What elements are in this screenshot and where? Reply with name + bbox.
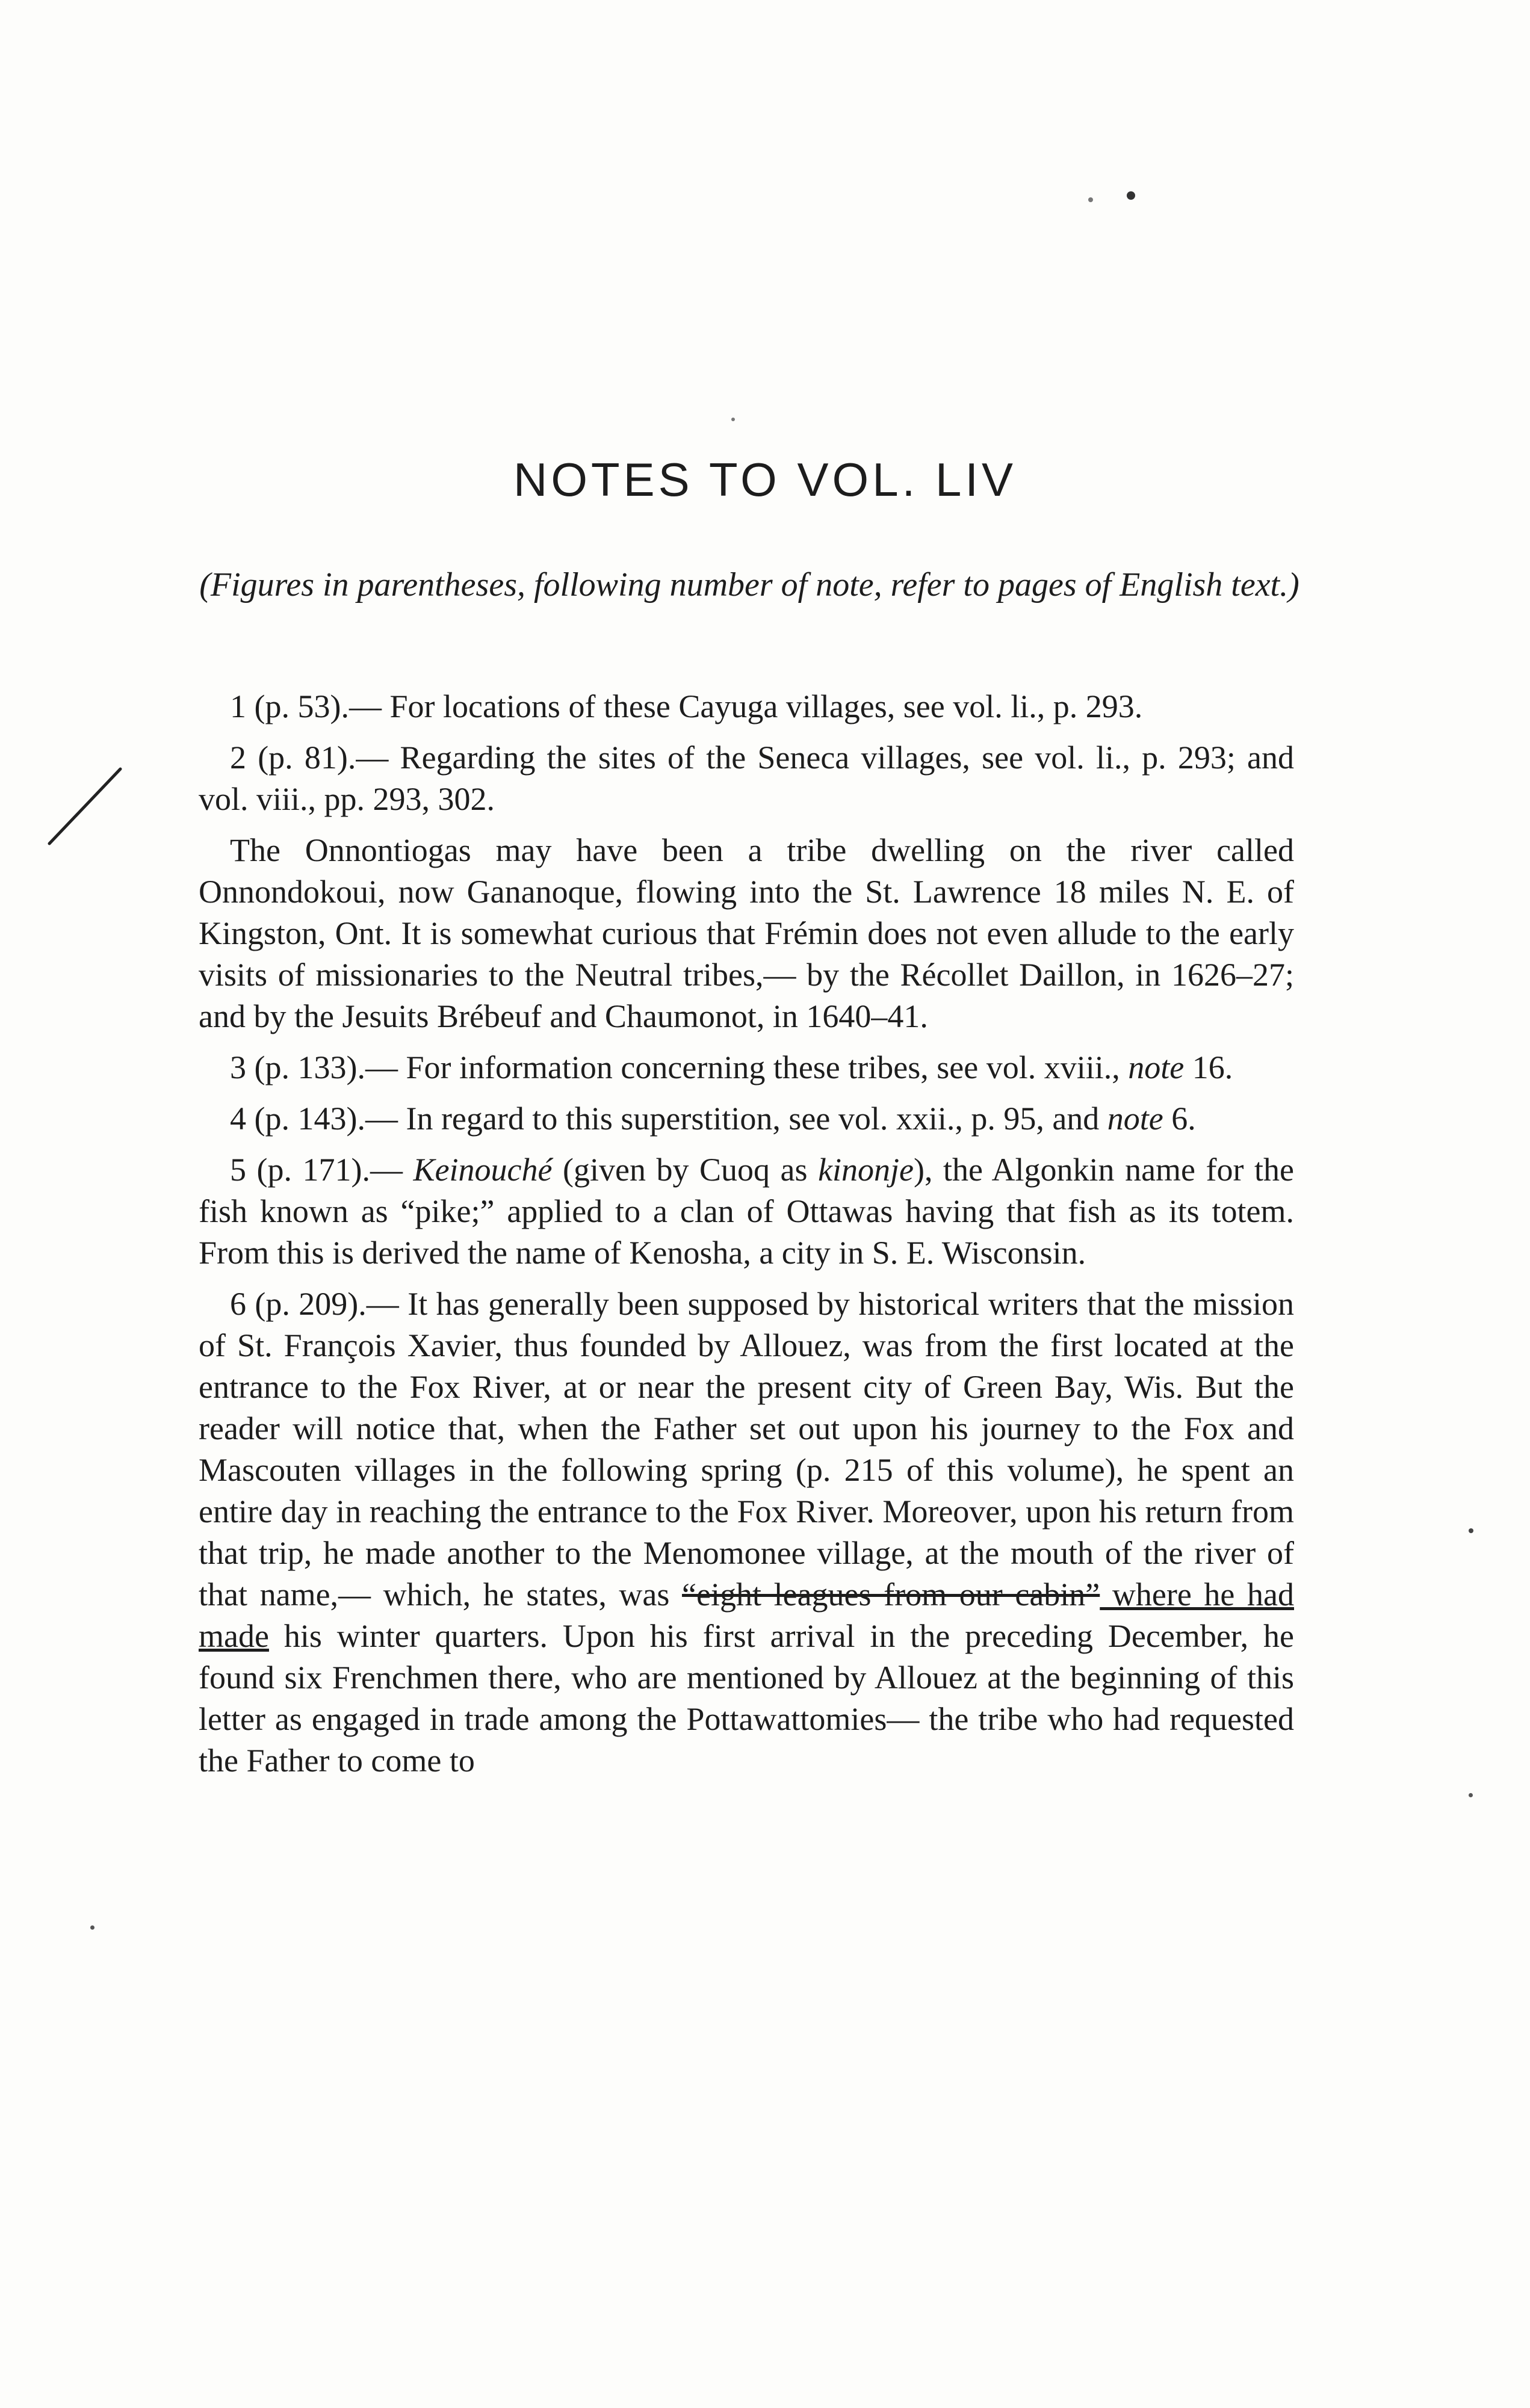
subtitle: (Figures in parentheses, following number of note, refer to pages of English text.) <box>199 566 1299 604</box>
speck <box>731 418 735 421</box>
struck-text: “eight leagues from our cabin” <box>682 1576 1100 1613</box>
underlined-text: where he had made <box>199 1576 1294 1654</box>
note-italic: note <box>1107 1101 1163 1137</box>
note-text: The Onnontiogas may have been a tribe dwelling on the river called Onnondokoui, now Gananoque, flowing into the St. Lawrence 18 miles N. E. of Kingston, Ont. It is somewhat curious that Frémin does not even allude to the early visits of missionaries to the Neutral tribes,— by the Récollet Daillon, in 1626–27; and by the Jesuits Brébeuf and Chaumonot, in 1640–41. <box>199 832 1294 1034</box>
page-title: NOTES TO VOL. LIV <box>513 453 1017 506</box>
note-ref: 4 (p. 143). <box>230 1101 365 1137</box>
note-italic: Keinouché <box>413 1152 553 1188</box>
note-text: — Regarding the sites of the Seneca villages, see vol. li., p. 293; and vol. viii., pp. 293, 302. <box>199 739 1294 817</box>
note-6 <box>199 1283 1294 1782</box>
note-text: ), the Algonkin name for the fish known as “pike;” applied to a clan of Ottawas having that fish as its totem. From this is derived the name of Kenosha, a city in S. E. Wisconsin. <box>199 1152 1295 1271</box>
speck <box>1127 191 1135 200</box>
note-ref: 6 (p. 209). <box>230 1286 367 1322</box>
note-text: his winter quarters. Upon his first arrival in the preceding December, he found six Frenchmen there, who are mentioned by Allouez at the beginning of this letter as engaged in trade among the Pottawattomies— the tribe who had requested the Father to come to <box>199 1618 1294 1779</box>
note-text: — For locations of these Cayuga villages, see vol. li., p. 293. <box>348 688 1143 724</box>
note-text: — It has generally been supposed by historical writers that the mission of St. François Xavier, thus founded by Allouez, was from the first located at the entrance to the Fox River, at or near the present city of Green Bay, Wis. But the reader will notice that, when the Father set out upon his journey to the Fox and Mascouten villages in the following spring (p. 215 of this volume), he spent an entire day in reaching the entrance to the Fox River. Moreover, upon his return from that trip, he made another to the Menomonee village, at the mouth of the river of that name,— which, he states, was <box>199 1286 1295 1613</box>
note-4 <box>199 1098 1294 1140</box>
note-5 <box>199 1149 1294 1274</box>
note-ref: 2 (p. 81). <box>230 739 356 776</box>
note-3 <box>199 1047 1294 1088</box>
note-2 <box>199 737 1294 820</box>
speck <box>1088 197 1093 202</box>
pencil-mark-icon <box>42 764 126 848</box>
note-1 <box>199 686 1294 727</box>
note-ref: 3 (p. 133). <box>230 1049 365 1085</box>
speck <box>90 1925 94 1930</box>
note-text: — In regard to this superstition, see vol. xxii., p. 95, and <box>365 1101 1107 1137</box>
note-text: 6. <box>1163 1101 1196 1137</box>
speck <box>1469 1528 1473 1533</box>
speck <box>1469 1793 1473 1797</box>
notes-body <box>199 686 1294 1791</box>
note-2-continuation <box>199 830 1294 1037</box>
note-italic: kinonje <box>818 1152 914 1188</box>
note-text: (given by Cuoq as <box>552 1152 819 1188</box>
note-ref: 1 (p. 53). <box>230 688 349 724</box>
note-dash: — <box>370 1152 413 1188</box>
note-text: 16. <box>1184 1049 1233 1085</box>
note-italic: note <box>1128 1049 1185 1085</box>
note-text: — For information concerning these tribes, see vol. xviii., <box>365 1049 1129 1085</box>
note-ref: 5 (p. 171). <box>230 1152 371 1188</box>
